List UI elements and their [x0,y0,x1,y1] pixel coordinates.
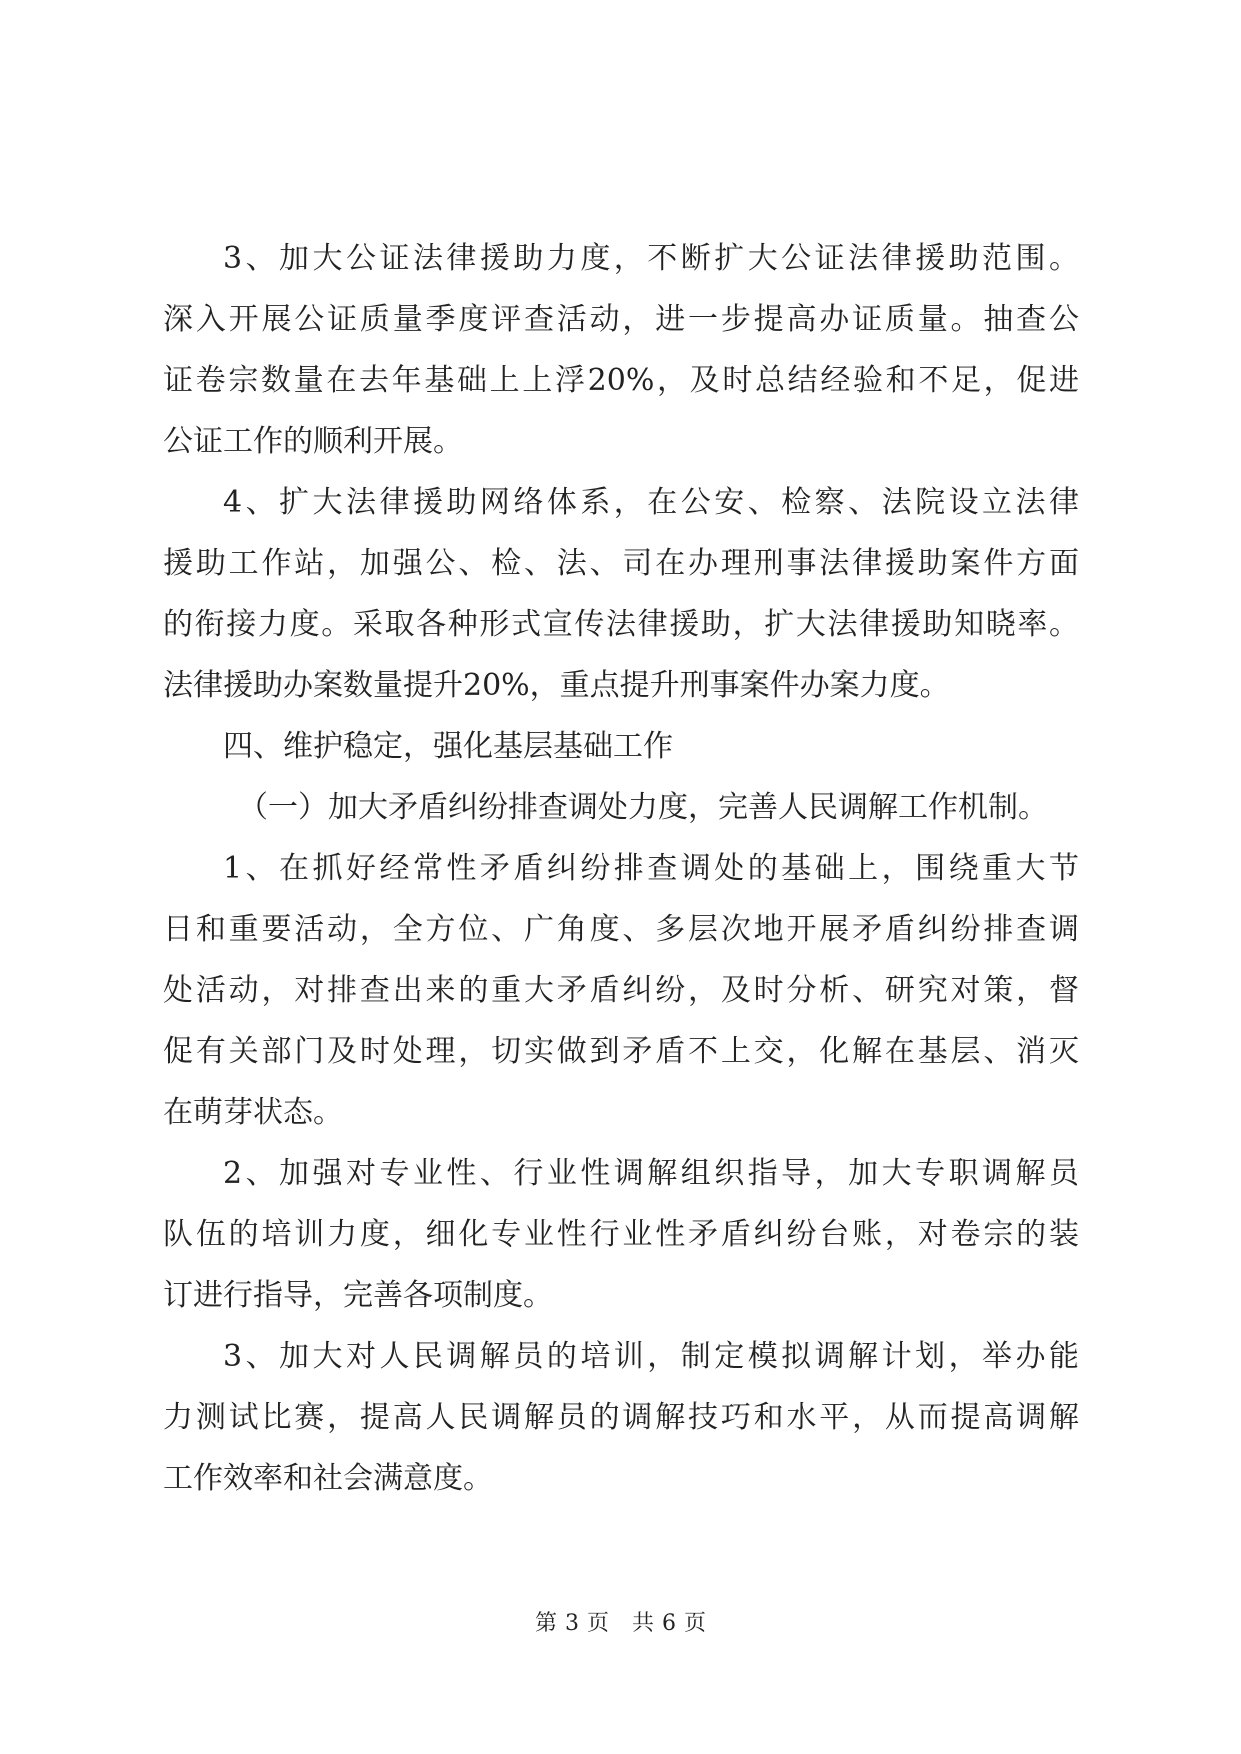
paragraph-line: 证卷宗数量在去年基础上上浮20%，及时总结经验和不足，促进 [163,363,1079,398]
paragraph-line: 促有关部门及时处理，切实做到矛盾不上交，化解在基层、消灭 [163,1034,1079,1069]
paragraph-line: 深入开展公证质量季度评查活动，进一步提高办证质量。抽查公 [163,302,1079,337]
paragraph-line: 工作效率和社会满意度。 [163,1461,493,1496]
paragraph-line: 力测试比赛，提高人民调解员的调解技巧和水平，从而提高调解 [163,1400,1079,1435]
page-footer [0,1609,1241,1639]
paragraph-line: 3、加大对人民调解员的培训，制定模拟调解计划，举办能 [223,1339,1079,1374]
paragraph-line: 处活动，对排查出来的重大矛盾纠纷，及时分析、研究对策，督 [163,973,1079,1008]
page-prefix: 第 [534,1611,557,1636]
paragraph-line: 日和重要活动，全方位、广角度、多层次地开展矛盾纠纷排查调 [163,912,1079,947]
paragraph-line: 的衔接力度。采取各种形式宣传法律援助，扩大法律援助知晓率。 [163,607,1079,642]
total-pages-label [628,1611,710,1636]
page-unit: 页 [586,1611,609,1636]
paragraph-line: 1、在抓好经常性矛盾纠纷排查调处的基础上，围绕重大节 [223,851,1079,886]
section-heading: 四、维护稳定，强化基层基础工作 [223,729,673,764]
paragraph-line: 队伍的培训力度，细化专业性行业性矛盾纠纷台账，对卷宗的装 [163,1217,1079,1252]
total-prefix: 共 [632,1611,655,1636]
paragraph-line: 公证工作的顺利开展。 [163,424,463,459]
page-number-label [531,1611,613,1636]
paragraph-line: 4、扩大法律援助网络体系，在公安、检察、法院设立法律 [223,485,1079,520]
paragraph-line: 2、加强对专业性、行业性调解组织指导，加大专职调解员 [223,1156,1079,1191]
paragraph-line: 3、加大公证法律援助力度，不断扩大公证法律援助范围。 [223,241,1079,276]
subsection-heading: （一）加大矛盾纠纷排查调处力度，完善人民调解工作机制。 [238,790,1048,825]
paragraph-line: 订进行指导，完善各项制度。 [163,1278,553,1313]
total-pages: 6 [662,1611,677,1636]
document-body [163,228,1079,1509]
paragraph-line: 在萌芽状态。 [163,1095,343,1130]
page-number: 3 [564,1611,579,1636]
paragraph-line: 援助工作站，加强公、检、法、司在办理刑事法律援助案件方面 [163,546,1079,581]
total-unit: 页 [684,1611,707,1636]
paragraph-line: 法律援助办案数量提升20%，重点提升刑事案件办案力度。 [163,668,950,703]
